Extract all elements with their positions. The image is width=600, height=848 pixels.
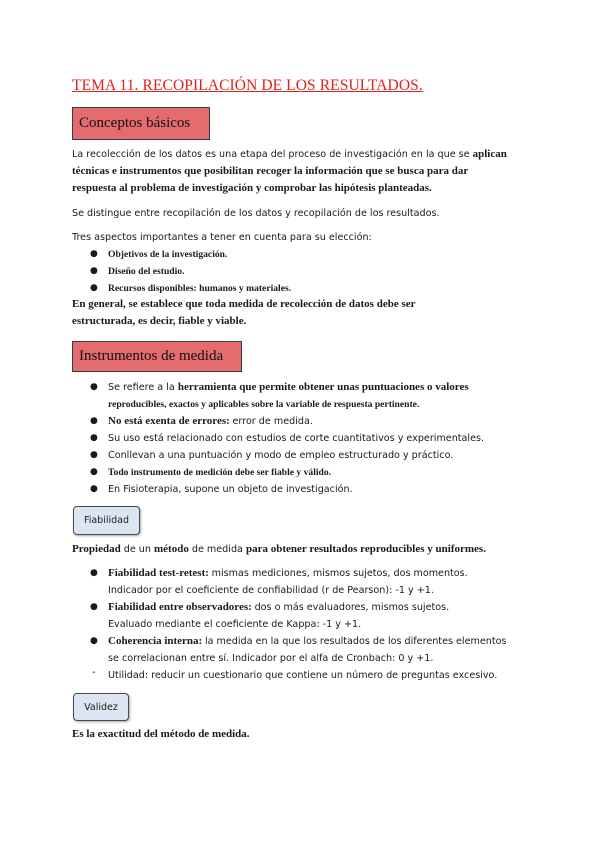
bold-text: herramienta que permite obtener unas puntuaciones o valores [177,381,469,393]
paragraph-line: Es la exactitud del método de medida. [72,728,250,740]
bullet-icon: ● [90,283,98,293]
page-title: TEMA 11. RECOPILACIÓN DE LOS RESULTADOS. [72,77,423,94]
bullet-icon: ● [90,433,98,443]
text-span: error de medida. [232,416,313,427]
list-item [108,633,506,650]
text-span: la medida en la que los resultados de los diferentes elementos [204,636,507,647]
list-item [108,599,449,616]
bold-text: método [154,543,189,555]
paragraph-line: estructurada, es decir, fiable y viable. [72,315,247,327]
list-item-continuation: Evaluado mediante el coeficiente de Kappa: -1 y +1. [108,619,362,630]
bold-text: Coherencia interna: [108,635,205,647]
bullet-icon: ● [90,416,98,426]
paragraph-line: Se distingue entre recopilación de los datos y recopilación de los resultados. [72,208,440,219]
list-item: Utilidad: reducir un cuestionario que contiene un número de preguntas excesivo. [108,670,498,681]
text-span: Se refiere a la [108,382,178,393]
list-item: Diseño del estudio. [108,266,185,277]
list-item: En Fisioterapia, supone un objeto de investigación. [108,484,353,495]
bullet-icon: ● [90,602,98,612]
bold-text: Fiabilidad test-retest: [108,567,212,579]
paragraph-line [72,146,507,163]
paragraph-line [72,541,486,558]
paragraph-line: Tres aspectos importantes a tener en cuenta para su elección: [72,232,372,243]
text-span: dos o más evaluadores, mismos sujetos. [254,602,450,613]
list-item: Objetivos de la investigación. [108,249,228,260]
bullet-icon: ● [90,484,98,494]
section-header-fiabilidad: Fiabilidad [73,506,140,535]
list-item: Recursos disponibles: humanos y materiales. [108,283,292,294]
list-item [108,565,468,582]
text-span: La recolección de los datos es una etapa del proceso de investigación en la que se [72,149,473,160]
list-item: Conllevan a una puntuación y modo de empleo estructurado y práctico. [108,450,454,461]
list-item: Todo instrumento de medición debe ser fiable y válido. [108,467,332,478]
bullet-icon: ● [90,266,98,276]
bullet-icon: ● [90,382,98,392]
list-item-continuation: Indicador por el coeficiente de confiabilidad (r de Pearson): -1 y +1. [108,585,434,596]
list-item [108,379,469,396]
bullet-icon: ● [90,467,98,477]
bullet-icon: ● [90,249,98,259]
list-item: Su uso está relacionado con estudios de corte cuantitativos y experimentales. [108,433,485,444]
bullet-icon: ● [90,568,98,578]
list-item [108,413,313,430]
bold-text: No está exenta de errores: [108,415,233,427]
bullet-icon: ● [90,450,98,460]
paragraph-line: respuesta al problema de investigación y comprobar las hipótesis planteadas. [72,182,432,194]
paragraph-line: técnicas e instrumentos que posibilitan recoger la información que se busca para dar [72,165,469,177]
dash-marker: - [92,667,96,678]
text-span: mismas mediciones, mismos sujetos, dos momentos. [211,568,468,579]
section-header-instrumentos: Instrumentos de medida [72,341,242,372]
text-span: de un [120,544,155,555]
list-item-continuation: reproducibles, exactos y aplicables sobre la variable de respuesta pertinente. [108,399,420,410]
bold-text: Propiedad [72,543,121,555]
text-span: de medida [188,544,246,555]
paragraph-line: En general, se establece que toda medida de recolección de datos debe ser [72,298,416,310]
bullet-icon: ● [90,636,98,646]
bold-text: Fiabilidad entre observadores: [108,601,255,613]
bold-text: para obtener resultados reproducibles y uniformes. [245,543,486,555]
list-item-continuation: se correlacionan entre sí. Indicador por el alfa de Cronbach: 0 y +1. [108,653,434,664]
section-header-conceptos: Conceptos básicos [72,107,210,140]
bold-text: aplican [472,148,507,160]
section-header-validez: Validez [73,693,129,721]
